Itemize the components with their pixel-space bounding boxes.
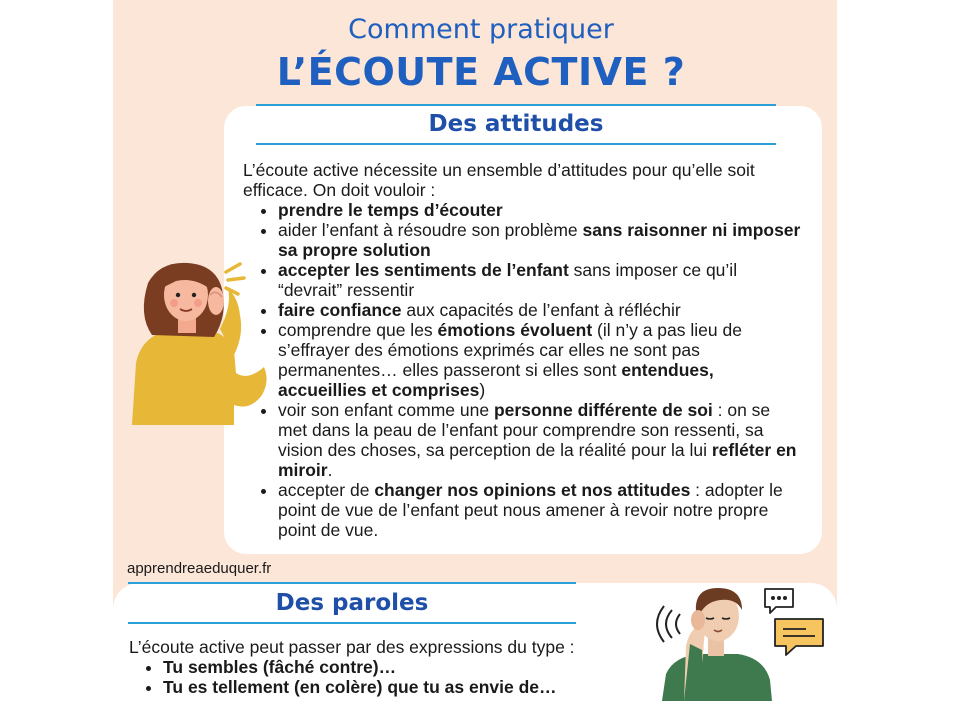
body-text: voir son enfant comme une bbox=[278, 400, 494, 420]
body-text: sans imposer ce qu’il “devrait” ressentir bbox=[278, 260, 738, 300]
attitudes-list bbox=[243, 200, 803, 540]
body-text: ) bbox=[479, 380, 486, 400]
emphasis-text: émotions évoluent bbox=[437, 320, 593, 340]
paroles-top-rule bbox=[128, 582, 576, 584]
paroles-body bbox=[129, 637, 669, 697]
attitudes-body bbox=[243, 160, 803, 540]
emphasis-text: sans raisonner ni imposer sa propre solution bbox=[278, 220, 801, 260]
body-text: comprendre que les bbox=[278, 320, 438, 340]
paroles-item: • Tu sembles (fâché contre)… bbox=[163, 657, 669, 677]
emphasis-text: entendues, accueillies et comprises bbox=[278, 360, 714, 400]
man-listening-illustration bbox=[660, 584, 778, 701]
attitude-item bbox=[278, 320, 803, 400]
page-title: L’ÉCOUTE ACTIVE ? bbox=[276, 50, 686, 94]
body-text: accepter de bbox=[278, 480, 375, 500]
paroles-bottom-rule bbox=[128, 622, 576, 624]
body-text: (il n’y a pas lieu de s’effrayer des émotions exprimés car elles ne sont pas permanentes… elles passeront si elles sont bbox=[278, 320, 742, 380]
attitude-item bbox=[278, 220, 803, 260]
chat-bubble-icon bbox=[762, 586, 796, 616]
body-text: : on se met dans la peau de l’enfant pour comprendre son ressenti, sa vision des choses, sa perception de la réalité pour la lui bbox=[278, 400, 771, 460]
woman-listening-illustration bbox=[124, 255, 274, 425]
paroles-heading: Des paroles bbox=[275, 590, 429, 616]
emphasis-text: accepter les sentiments de l’enfant bbox=[278, 260, 569, 280]
attitude-item bbox=[278, 200, 803, 220]
message-bubble-icon bbox=[772, 616, 826, 658]
body-text: : adopter le point de vue de l’enfant peut nous amener à revoir notre propre point de vue. bbox=[278, 480, 783, 540]
body-text: . bbox=[327, 460, 333, 480]
sparkle-lines-icon bbox=[222, 262, 248, 296]
paroles-intro: L’écoute active peut passer par des expressions du type : bbox=[129, 637, 575, 657]
attitude-item bbox=[278, 260, 803, 300]
attitudes-intro: L’écoute active nécessite un ensemble d’attitudes pour qu’elle soit efficace. On doit vouloir : bbox=[243, 160, 755, 200]
attitudes-bottom-rule bbox=[256, 143, 776, 145]
attitude-item bbox=[278, 480, 803, 540]
paroles-item: • Tu es tellement (en colère) que tu as envie de… bbox=[163, 677, 669, 697]
emphasis-text: faire confiance bbox=[278, 300, 402, 320]
emphasis-text: changer nos opinions et nos attitudes bbox=[374, 480, 691, 500]
attitudes-top-rule bbox=[256, 104, 776, 106]
attitude-item bbox=[278, 300, 803, 320]
emphasis-text: refléter en miroir bbox=[278, 440, 797, 480]
emphasis-text: personne différente de soi bbox=[493, 400, 713, 420]
emphasis-text: prendre le temps d’écouter bbox=[278, 200, 503, 220]
website-link[interactable]: apprendreaeduquer.fr bbox=[127, 560, 272, 577]
paroles-list bbox=[129, 657, 669, 697]
body-text: aider l’enfant à résoudre son problème bbox=[278, 220, 583, 240]
attitudes-heading: Des attitudes bbox=[428, 111, 604, 137]
body-text: aux capacités de l’enfant à réfléchir bbox=[401, 300, 681, 320]
page-subtitle: Comment pratiquer bbox=[348, 14, 614, 45]
attitude-item bbox=[278, 400, 803, 480]
